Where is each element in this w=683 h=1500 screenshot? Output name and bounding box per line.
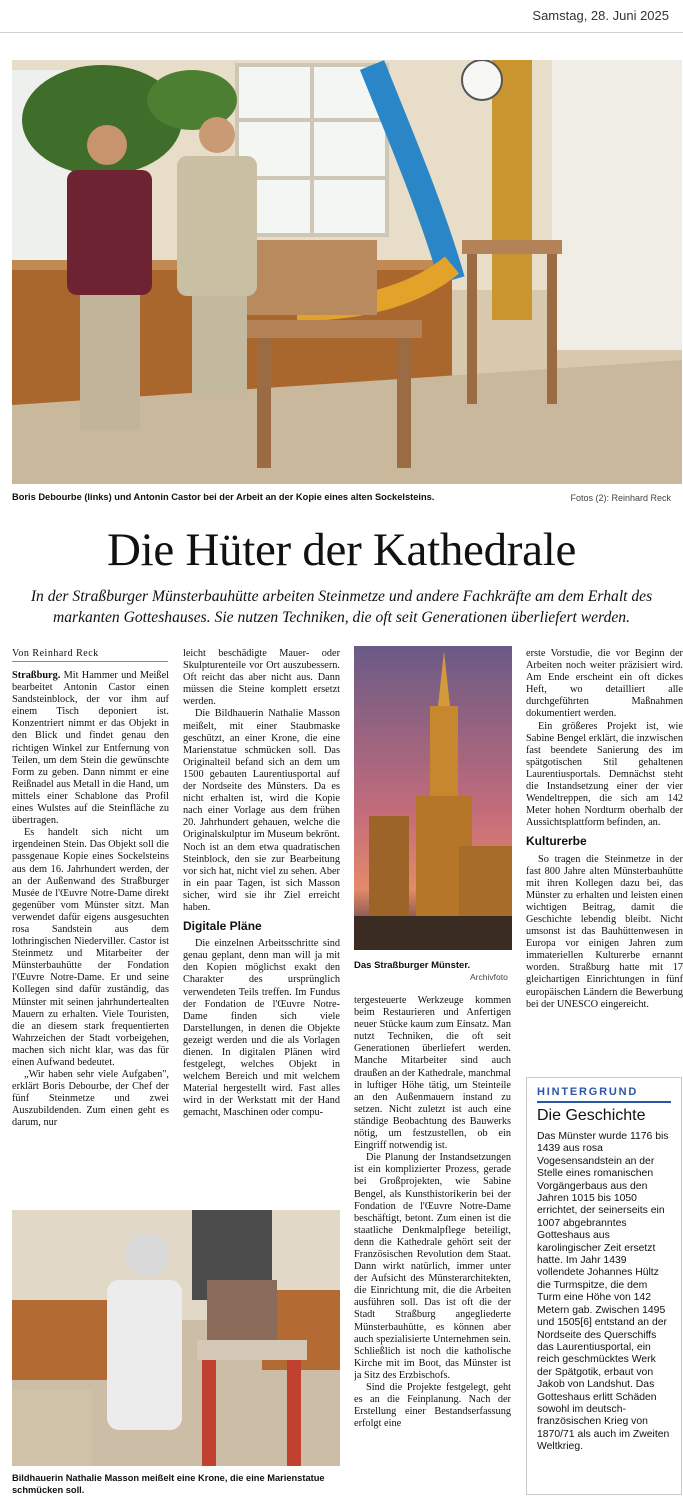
cathedral-caption: Das Straßburger Münster.: [354, 960, 471, 971]
cathedral-credit: Archivfoto: [470, 972, 508, 982]
lead-text: Mit Hammer und Meißel bearbeitet Antonin Castor einen Sandsteinblock, der vor ihm auf einem Tisch deponiert ist. Konzentriert nimmt er das Objekt in den Blick und findet genau den richtigen Winkel zur Entfernung von Teilen, um dem Stein die gewünschte Form zu geben. Dann nimmt er eine Reißnadel aus Metall in die Hand, um mittels einer Schablone das Profil eines Wulstes auf die Steinfläche zu übertragen.: [12, 670, 169, 827]
paragraph: [12, 670, 169, 827]
paragraph: Die einzelnen Arbeitsschritte sind genau geplant, denn man will ja mit den Kopien möglichst exakt den Charakter des ursprünglich verwendeten Teils treffen. Im Fundus der Fondation de l'Œuvre Notre-Dame finden sich viele Darstellungen, in denen die Objekte gezeigt werden und die als Vorlagen dienen. In digitalen Plänen wird festgelegt, welches Objekt in welchem Bereich und mit welchem Material hergestellt wird. Fast alles wird in der Werkstatt mit der Hand gemacht, Maschinen oder compu-: [183, 938, 340, 1119]
article-column-3: [354, 995, 511, 1500]
article-column-2: [183, 648, 340, 1288]
header-divider: [0, 32, 683, 33]
paragraph: Die Bildhauerin Nathalie Masson meißelt, mit einer Staubmaske geschützt, an einer Krone, die eine Marienstatue schmücken soll. Das Originalteil befand sich an dem um 1500 gebauten Laurentiusportal auf der Nordseite des Münsters. Da es nicht erhalten ist, wird die Kopie nach einer Vorlage aus dem frühen 20. Jahrhundert gehauen, welche die Originalskulptur im Museum bekrönt. Noch ist an dem etwa quadratischen Steinblock, den sie zur Bearbeitung vor sich hat, nicht viel zu sehen. Aber in ein paar Tagen, ist sich Masson sicher, wird sie ihr Ziel erreicht haben.: [183, 708, 340, 913]
dateline: Straßburg.: [12, 670, 61, 681]
article-column-1: [12, 670, 169, 1202]
sculptor-caption: Bildhauerin Nathalie Masson meißelt eine Krone, die eine Marienstatue schmücken soll.: [12, 1473, 325, 1495]
headline: Die Hüter der Kathedrale: [106, 524, 577, 576]
main-photo-caption: Boris Debourbe (links) und Antonin Castor bei der Arbeit an der Kopie eines alten Sockelsteins.: [12, 492, 435, 502]
subheading-kulturerbe: Kulturerbe: [526, 834, 587, 849]
workshop-photo-illustration: [12, 60, 682, 484]
subheading-digitale-plaene: Digitale Pläne: [183, 919, 262, 934]
infobox-kicker: HINTERGRUND: [537, 1086, 671, 1103]
byline: Von Reinhard Reck: [12, 648, 168, 662]
cathedral-photo-illustration: [354, 646, 512, 950]
paragraph: leicht beschädigte Mauer- oder Skulpturenteile vor Ort auszubessern. Oft reicht das aber nicht aus. Dann müssen die Steine komplett ersetzt werden.: [183, 648, 340, 708]
subhead: In der Straßburger Münsterbauhütte arbeiten Steinmetze und andere Fachkräfte am dem Erhalt des markanten Gotteshauses. Sie nutzen Techniken, die oft seit Generationen überliefert werden.: [30, 588, 653, 626]
workshop-photo: [12, 60, 682, 484]
sculptor-photo: [12, 1210, 340, 1466]
cathedral-photo: [354, 646, 512, 950]
paragraph: Es handelt sich nicht um irgendeinen Stein. Das Objekt soll die passgenaue Kopie eines Sockelsteins aus dem 16. Jahrhundert werden, der an der Außenwand des Straßburger Musée de l'Œuvre Notre-Dame direkt gegenüber vom Münster sitzt. Man verwendet dafür eigens ausgesuchten rosa Sandstein aus dem lothringischen Niederviller. Castor ist Steinmetz und Mitarbeiter der Münsterbauhütte der Fondation l'Œuvre Notre-Dame. Er und seine Kollegen sind dafür zuständig, das Münster mit seinen jahrhundertealten Mauern zu erhalten. Viele Touristen, die an diesem stark frequentierten Wahrzeichen der Stadt vorbeigehen, machen sich nicht klar, was das für einen Aufwand bedeutet.: [12, 827, 169, 1068]
infobox-text: Das Münster wurde 1176 bis 1439 aus rosa Vogesensandstein an der Stelle eines romanischen Vorgängerbaus aus den Jahren 1015 bis 1050 errichtet, der seinerseits ein 1007 abgebranntes Gotteshaus aus karolingischer Zeit ersetzt hatte. Im Jahr 1439 vollendete Johannes Hültz die Turmspitze, die dem Turm eine Höhe von 142 Metern gab. Zwischen 1495 und 1505[6] entstand an der Nordseite des Querschiffs das Laurentiusportal, ein reich geschmücktes Werk der Spätgotik, erbaut von Jakob von Landshut. Das Gotteshaus erlitt Schäden sowohl im deutsch-französischen Krieg von 1870/71 als auch im Zweiten Weltkrieg.: [537, 1131, 670, 1453]
main-photo-credit: Fotos (2): Reinhard Reck: [570, 493, 671, 503]
paragraph: „Wir haben sehr viele Aufgaben", erklärt Boris Debourbe, der Chef der fünf Steinmetze und zwei Auszubildenden. Zum einen geht es darum, nur: [12, 1069, 169, 1129]
paragraph: Ein größeres Projekt ist, wie Sabine Bengel erklärt, die inzwischen fast beendete Sanierung des im spätgotischen Stil gehaltenen Laurentiusportals. Demnächst steht die Instandsetzung einer der vier Wendeltreppen, die sich am 142 Meter hohen Nordturm oberhalb der Aussichtsplattform befinden, an.: [526, 720, 683, 829]
issue-date: Samstag, 28. Juni 2025: [532, 8, 669, 23]
paragraph: Sind die Projekte festgelegt, geht es an die Feinplanung. Nach der Erstellung einer Bestandserfassung erfolgt eine: [354, 1382, 511, 1430]
infobox-title: Die Geschichte: [537, 1107, 646, 1124]
background-infobox: [526, 1077, 682, 1495]
paragraph: Die Planung der Instandsetzungen ist ein komplizierter Prozess, gerade bei Großprojekten, wie Sabine Bengel, als Kunsthistorikerin bei der Fondation de l'Œuvre Notre-Dame beschäftigt, betont. Zum einen ist die staatliche Denkmalpflege beteiligt, denn die Kathedrale gehört seit der Französischen Revolution dem Staat. Dann wirkt natürlich, immer unter der Aufsicht des Münsterarchitekten, die Einrichtung mit, die die Arbeiten ausführen soll. Das ist oft die der Stadt Straßburg angegliederte Münsterbauhütte, es können aber auch spezialisierte Unternehmen sein. Schließlich ist noch die katholische Kirche mit im Boot, das Münster ist ja Sitz des Erzbischofs.: [354, 1152, 511, 1381]
paragraph: erste Vorstudie, die vor Beginn der Arbeiten noch weiter präzisiert wird. Am Ende erscheint ein oft dickes Heft, wo detailliert alle durchgeführten Maßnahmen dokumentiert werden.: [526, 648, 683, 720]
sculptor-photo-illustration: [12, 1210, 340, 1466]
paragraph: tergesteuerte Werkzeuge kommen beim Restaurieren und Anfertigen neuer Stücke kaum zum Einsatz. Man nutzt Techniken, die oft seit Generationen überliefert werden. Manche Mitarbeiter sind auch draußen an der Kathedrale, manchmal in luftiger Höhe tätig, um Steinteile an den Außenmauern instand zu setzen. Nicht zuletzt ist auch eine ständige Beobachtung des Bauwerks nötig, um festzustellen, ob ein Eingriff notwendig ist.: [354, 995, 511, 1152]
paragraph: So tragen die Steinmetze in der fast 800 Jahre alten Münsterbauhütte mit ihren Kollegen dazu bei, das Münster zu erhalten und leisten einen wichtigen Beitrag, damit die Geschichte lebendig bleibt. Nicht umsonst ist das Bauhüttenwesen in Europa vor einigen Jahren zum immateriellen Kulturerbe ernannt worden. Straßburg hatte mit 17 gleichartigen Einrichtungen in fünf europäischen Ländern die Bewerbung bei der UNESCO eingereicht.: [526, 853, 683, 1010]
article-column-4: [526, 648, 683, 1073]
